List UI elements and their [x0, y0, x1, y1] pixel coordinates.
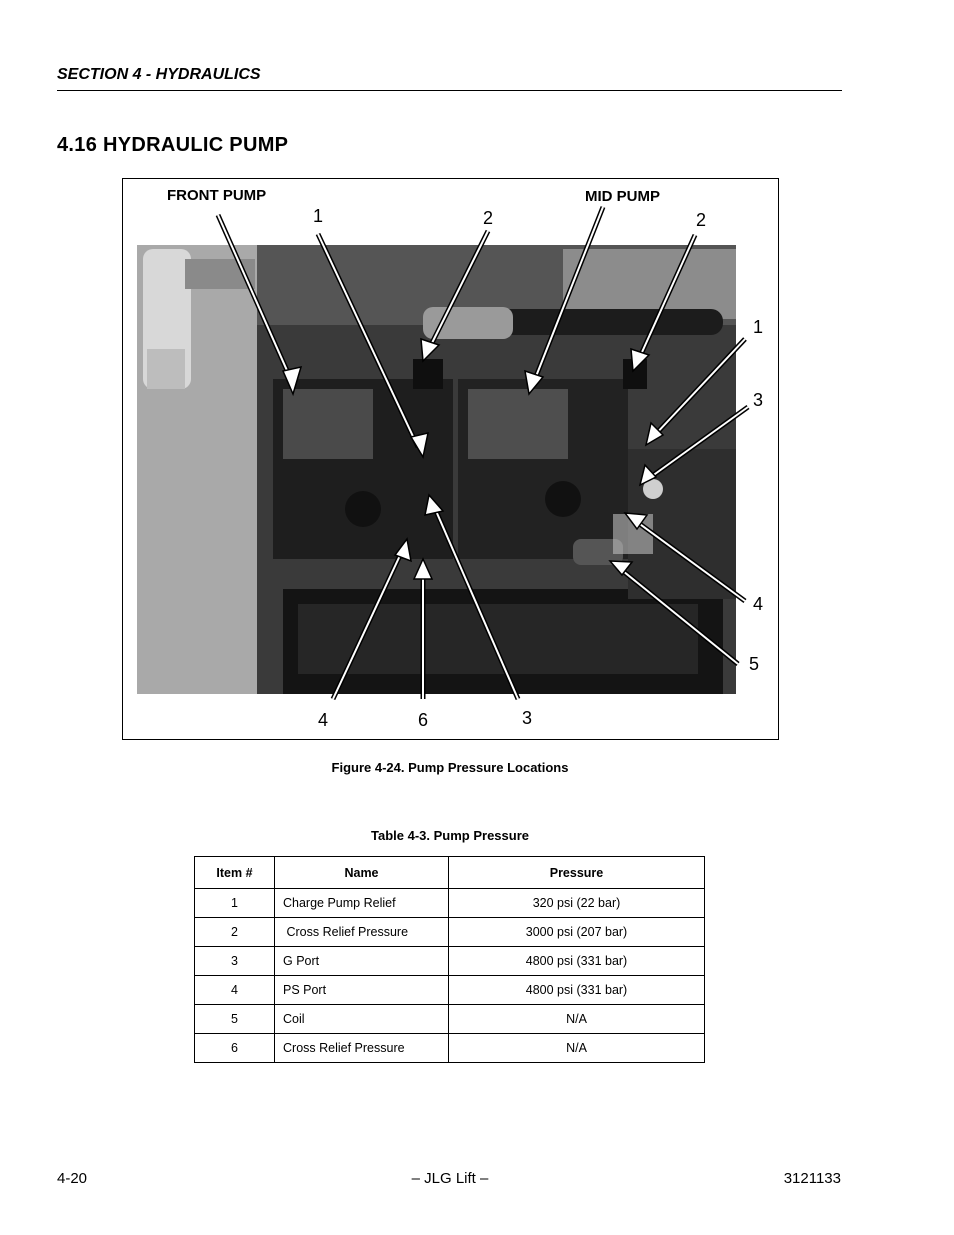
cell-item: 3 [195, 947, 275, 976]
header-pressure: Pressure [449, 857, 705, 889]
pump-photo [123, 179, 778, 739]
table-row [195, 976, 705, 1005]
callout-top-1: 1 [313, 206, 324, 226]
table-row [195, 1034, 705, 1063]
cell-pressure: N/A [449, 1034, 705, 1063]
cell-name: PS Port [275, 976, 449, 1005]
callout-right-4: 4 [753, 594, 764, 614]
table-row [195, 918, 705, 947]
cell-pressure: 320 psi (22 bar) [449, 889, 705, 918]
figure-box [122, 178, 779, 740]
figure-caption: Figure 4-24. Pump Pressure Locations [331, 760, 569, 775]
page-title: 4.16 HYDRAULIC PUMP [57, 134, 289, 156]
cell-pressure: 4800 psi (331 bar) [449, 976, 705, 1005]
cell-pressure: N/A [449, 1005, 705, 1034]
table-row [195, 1005, 705, 1034]
callout-bottom-4: 4 [318, 710, 329, 730]
callout-right-5: 5 [749, 654, 760, 674]
callout-right-1: 1 [753, 317, 764, 337]
table-caption: Table 4-3. Pump Pressure [371, 828, 529, 843]
table-row [195, 889, 705, 918]
cell-item: 6 [195, 1034, 275, 1063]
callout-bottom-6: 6 [418, 710, 429, 730]
cell-name: Coil [275, 1005, 449, 1034]
header-rule [57, 90, 842, 91]
callout-right-3: 3 [753, 390, 764, 410]
callout-top-2b: 2 [696, 210, 707, 230]
cell-item: 2 [195, 918, 275, 947]
cell-item: 4 [195, 976, 275, 1005]
callout-top-2a: 2 [483, 208, 494, 228]
cell-name: G Port [275, 947, 449, 976]
footer-page-number: 4-20 [57, 1170, 88, 1187]
cell-name: Cross Relief Pressure [275, 1034, 449, 1063]
footer-center: – JLG Lift – [411, 1170, 489, 1187]
header-item: Item # [195, 857, 275, 889]
pump-pressure-table [194, 856, 705, 1063]
cell-name: Charge Pump Relief [275, 889, 449, 918]
table-header-row [195, 857, 705, 889]
footer-doc-number: 3121133 [783, 1170, 841, 1187]
cell-item: 1 [195, 889, 275, 918]
cell-pressure: 4800 psi (331 bar) [449, 947, 705, 976]
section-header: SECTION 4 - HYDRAULICS [57, 66, 261, 83]
front-pump-label: FRONT PUMP [167, 187, 267, 204]
callout-bottom-3: 3 [522, 708, 533, 728]
mid-pump-label: MID PUMP [585, 188, 660, 205]
cell-pressure: 3000 psi (207 bar) [449, 918, 705, 947]
cell-item: 5 [195, 1005, 275, 1034]
cell-name: Cross Relief Pressure [275, 918, 449, 947]
header-name: Name [275, 857, 449, 889]
table-row [195, 947, 705, 976]
